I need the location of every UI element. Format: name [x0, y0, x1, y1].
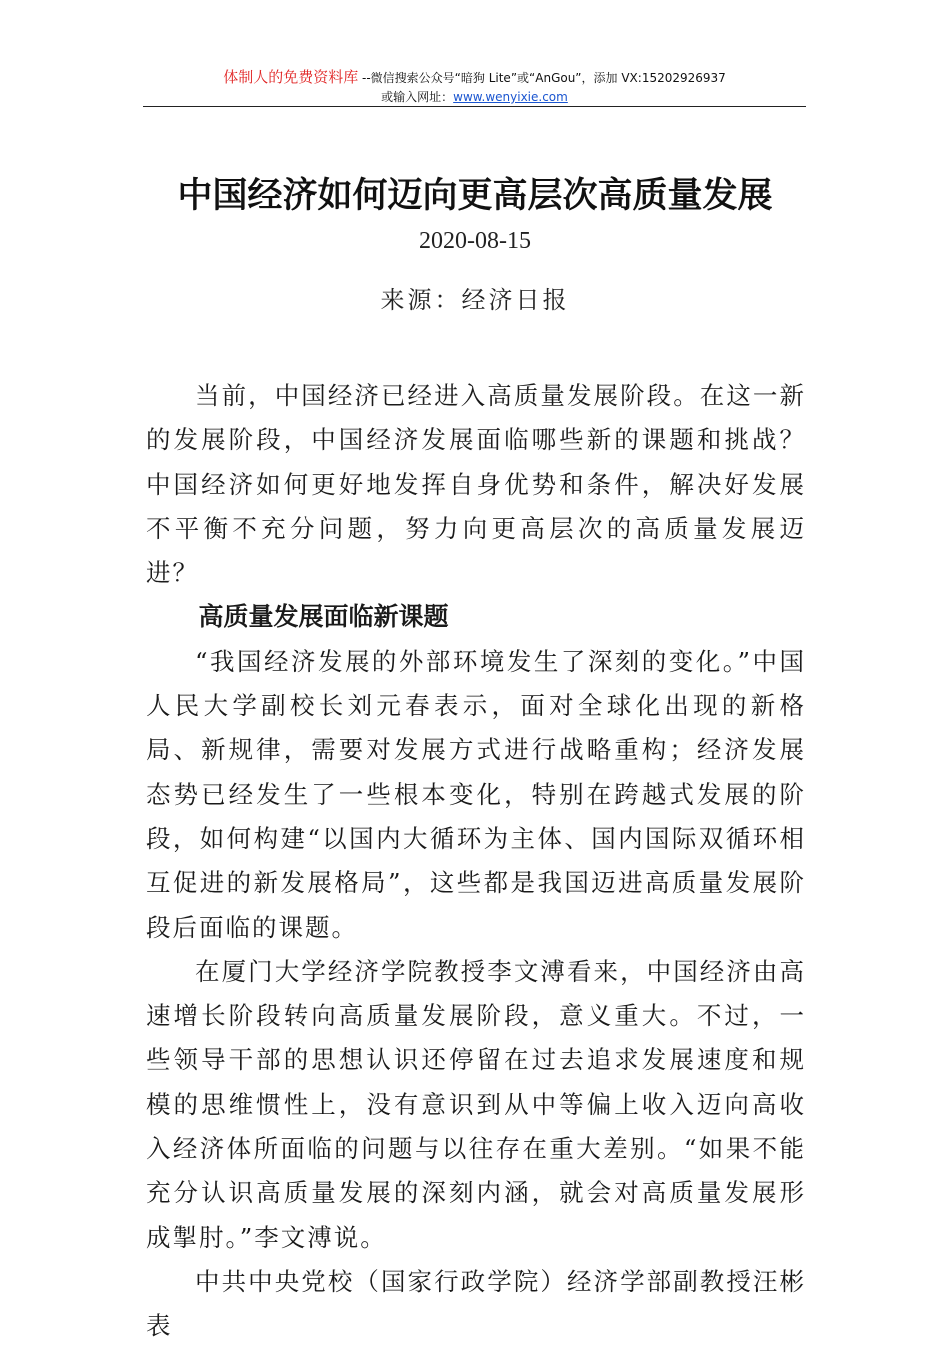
article-title: 中国经济如何迈向更高层次高质量发展 — [177, 175, 773, 216]
article-body — [146, 374, 806, 1349]
header-divider — [143, 106, 806, 107]
paragraph-intro: 当前，中国经济已经进入高质量发展阶段。在这一新的发展阶段，中国经济发展面临哪些新的课题和挑战？中国经济如何更好地发挥自身优势和条件，解决好发展不平衡不充分问题，努力向更高层次的高质量发展迈进？ — [146, 381, 806, 588]
paragraph-li-wenpu: 在厦门大学经济学院教授李文溥看来，中国经济由高速增长阶段转向高质量发展阶段，意义重大。不过，一些领导干部的思想认识还停留在过去追求发展速度和规模的思维惯性上，没有意识到从中等偏上收入迈向高收入经济体所面临的问题与以往存在重大差别。“如果不能充分认识高质量发展的深刻内涵，就会对高质量发展形成掣肘。”李文溥说。 — [146, 956, 806, 1252]
header-brand: 体制人的免费资料库 — [223, 68, 359, 86]
header-promo-line — [143, 68, 806, 88]
article-date: 2020-08-15 — [419, 228, 531, 254]
header-promo: --微信搜索公众号“暗狗 Lite”或“AnGou”，添加 VX:15202926937 — [358, 71, 726, 85]
header-url-label: 或输入网址： — [381, 90, 454, 104]
paragraph-liu-yuanchun: “我国经济发展的外部环境发生了深刻的变化。”中国人民大学副校长刘元春表示，面对全球化出现的新格局、新规律，需要对发展方式进行战略重构；经济发展态势已经发生了一些根本变化，特别在跨越式发展的阶段，如何构建“以国内大循环为主体、国内国际双循环相互促进的新发展格局”，这些都是我国迈进高质量发展阶段后面临的课题。 — [146, 646, 806, 942]
header-url-line — [143, 88, 806, 107]
section-heading: 高质量发展面临新课题 — [198, 602, 449, 632]
paragraph-wang-bin: 中共中央党校（国家行政学院）经济学部副教授汪彬表 — [146, 1266, 806, 1341]
page-header — [143, 68, 806, 107]
header-url-link[interactable]: www.wenyixie.com — [453, 90, 568, 104]
article-source: 来源：经济日报 — [380, 286, 570, 314]
